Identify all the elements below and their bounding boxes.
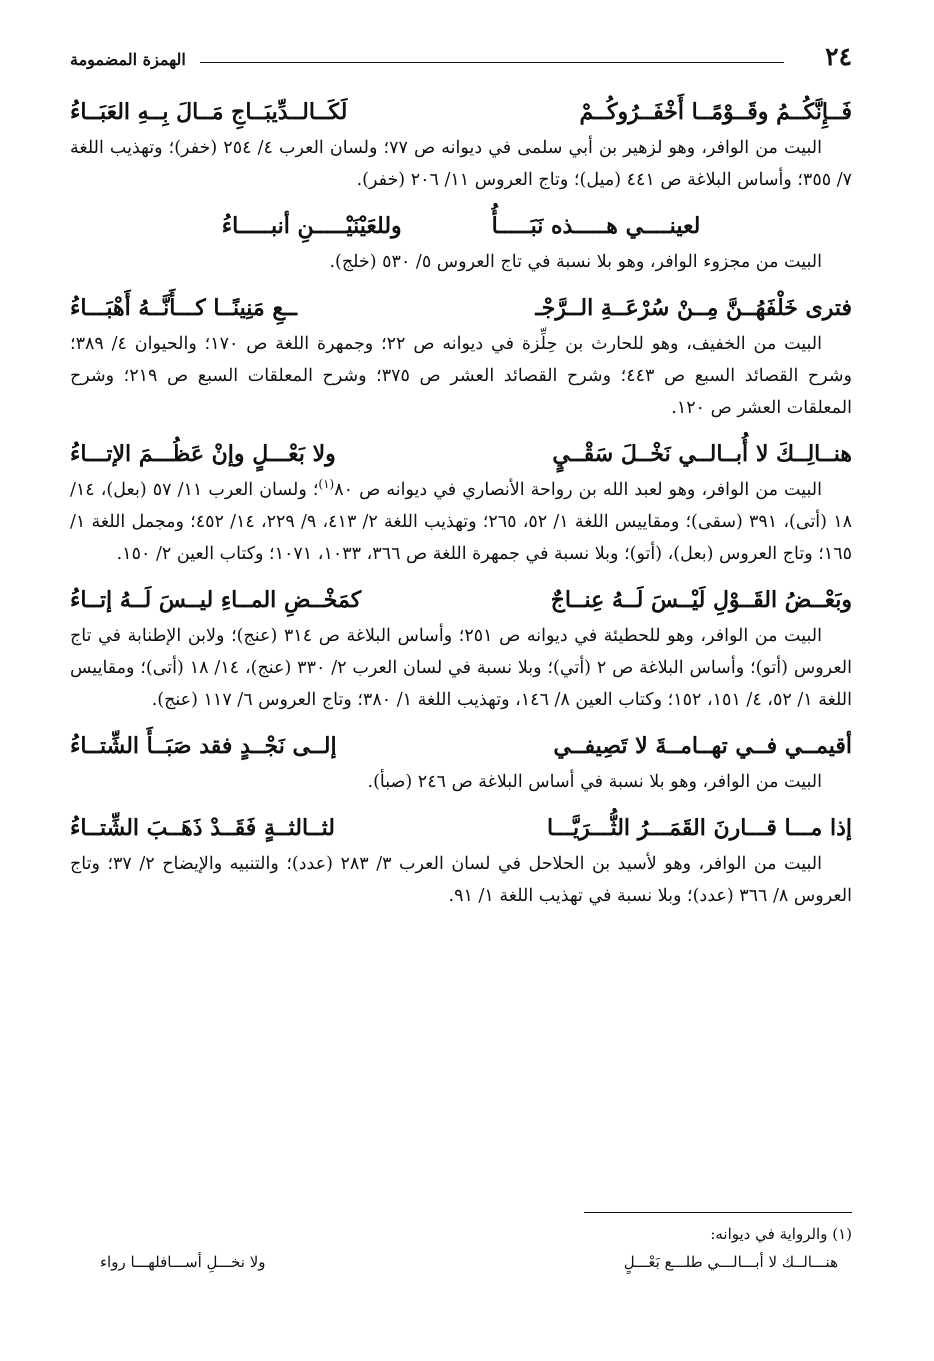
footnotes: [100, 1220, 852, 1276]
verse-citation: البيت من الوافر، وهو للحطيئة في ديوانه ص ٢٥١؛ وأساس البلاغة ص ٣١٤ (عنج)؛ ولابن الإطنابة في تاج العروس (أتو)؛ وأساس البلاغة ص ٢ (أتي)؛ وبلا نسبة في لسان العرب ٢/ ٣٣٠ (عنج)، ١٤/ ١٨ (أتى)؛ ومقاييس اللغة ١/ ٥٢، ٤/ ١٥١، ١٥٢؛ وكتاب العين ٨/ ١٤٦، وتهذيب اللغة ١/ ٣٨٠؛ وتاج العروس ٦/ ١١٧ (عنج).: [70, 626, 852, 710]
second-hemistich: كمَخْــضِ المــاءِ ليــسَ لَــهُ إتــاءُ: [70, 587, 362, 613]
second-hemistich: لثــالثــةٍ فَقَــدْ ذَهَــبَ الشِّتــاءُ: [70, 815, 335, 841]
verse-citation: البيت من الخفيف، وهو للحارث بن حِلِّزة في ديوانه ص ٢٢؛ وجمهرة اللغة ص ١٧٠؛ والحيوان ٤/ ٣٨٩؛ وشرح القصائد السبع ص ٤٤٣؛ وشرح القصائد العشر ص ٣٧٥؛ وشرح المعلقات السبع ص ٢١٩؛ وشرح المعلقات العشر ص ١٢٠.: [70, 334, 852, 418]
chapter-title: الهمزة المضمومة: [70, 50, 186, 69]
verse-line: [70, 206, 852, 246]
verse-line: [70, 580, 852, 620]
verse-citation: البيت من الوافر، وهو لأسيد بن الحلاحل في لسان العرب ٣/ ٢٨٣ (عدد)؛ والتنبيه والإيضاح ٢/ ٣٧؛ وتاج العروس ٨/ ٣٦٦ (عدد)؛ وبلا نسبة في تهذيب اللغة ١/ ٩١.: [70, 854, 852, 906]
verse-line: [70, 288, 852, 328]
first-hemistich: هنــالِــكَ لا أُبــالــي نَخْــلَ سَقْــيٍ: [552, 441, 852, 467]
second-hemistich: ولا نخـــلِ أســـافلهـــا رواء: [100, 1253, 266, 1271]
first-hemistich: أقيمــي فــي تهــامــةَ لا تَصِيفــي: [553, 733, 852, 759]
footnote-text: (١) والرواية في ديوانه:: [710, 1225, 852, 1243]
verse-line: [70, 808, 852, 848]
second-hemistich: وللعَيْنَيْـــــنِ أنبـــــاءُ: [221, 213, 402, 239]
first-hemistich: لعينــــي هـــــذه نَبَـــــأُ: [491, 213, 701, 239]
second-hemistich: لَكَــالــدِّيبَــاجِ مَــالَ بِــهِ العَبَــاءُ: [70, 99, 348, 125]
verse-line: [70, 726, 852, 766]
verse-citation: البيت من الوافر، وهو بلا نسبة في أساس البلاغة ص ٢٤٦ (صبأ).: [367, 772, 822, 792]
page-body: [70, 92, 852, 922]
second-hemistich: إلــى نَجْــدٍ فقد صَبَــأَ الشِّتــاءُ: [70, 733, 337, 759]
first-hemistich: هنـــالــك لا أبـــالـــي طلـــع بَعْـــلٍ: [623, 1253, 838, 1271]
verse-line: [70, 92, 852, 132]
second-hemistich: ولا بَعْـــلٍ وإنْ عَظُـــمَ الإتـــاءُ: [70, 441, 336, 467]
verse-citation: البيت من مجزوء الوافر، وهو بلا نسبة في تاج العروس ٥/ ٥٣٠ (خلج).: [329, 252, 822, 272]
citation-text: البيت من الوافر، وهو لعبد الله بن رواحة الأنصاري في ديوانه ص ٨٠: [334, 480, 822, 500]
header-rule: [200, 62, 784, 63]
footnote-separator: [584, 1212, 852, 1213]
verse-line: [70, 434, 852, 474]
second-hemistich: ــعِ مَنِينًــا كـــأَنَّــهُ أَهْبَـــاءُ: [70, 295, 297, 321]
verse-citation: البيت من الوافر، وهو لزهير بن أبي سلمى في ديوانه ص ٧٧؛ ولسان العرب ٤/ ٢٥٤ (خفر)؛ وتهذيب اللغة ٧/ ٣٥٥؛ وأساس البلاغة ص ٤٤١ (ميل)؛ وتاج العروس ١١/ ٢٠٦ (خفر).: [70, 138, 852, 190]
page-number: ٢٤: [825, 42, 852, 71]
first-hemistich: فَــإِنَّكُــمُ وقَــوْمًــا أَخْفَــرُوكُــمْ: [579, 99, 852, 125]
footnote-verse: [100, 1248, 852, 1276]
citation-text-continued: ؛ ولسان العرب ١١/ ٥٧ (بعل)، ١٤/ ١٨ (أتى)، ٣٩١ (سقى)؛ ومقاييس اللغة ١/ ٥٢، ٢٦٥؛ وتهذيب اللغة ٢/ ٤١٣، ٩/ ٢٢٩، ١٤/ ٤٥٢؛ ومجمل اللغة ١/ ١٦٥؛ وتاج العروس (بعل)، (أتو)؛ وبلا نسبة في جمهرة اللغة ص ٣٦٦، ١٠٣٣، ١٠٧١؛ وكتاب العين ٢/ ١٥٠.: [70, 480, 852, 564]
verse-citation: [70, 474, 852, 570]
footnote-reference[interactable]: (١): [318, 477, 335, 492]
running-header: [70, 42, 852, 82]
first-hemistich: إذا مـــا قـــارنَ القَمَـــرُ الثُّـــرَيَّـــا: [546, 815, 852, 841]
first-hemistich: وبَعْــضُ القَــوْلِ لَيْــسَ لَــهُ عِنــاجٌ: [550, 587, 852, 613]
first-hemistich: فترى خَلْفَهُــنَّ مِــنْ سُرْعَــةِ الــرَّجْـ: [535, 295, 852, 321]
